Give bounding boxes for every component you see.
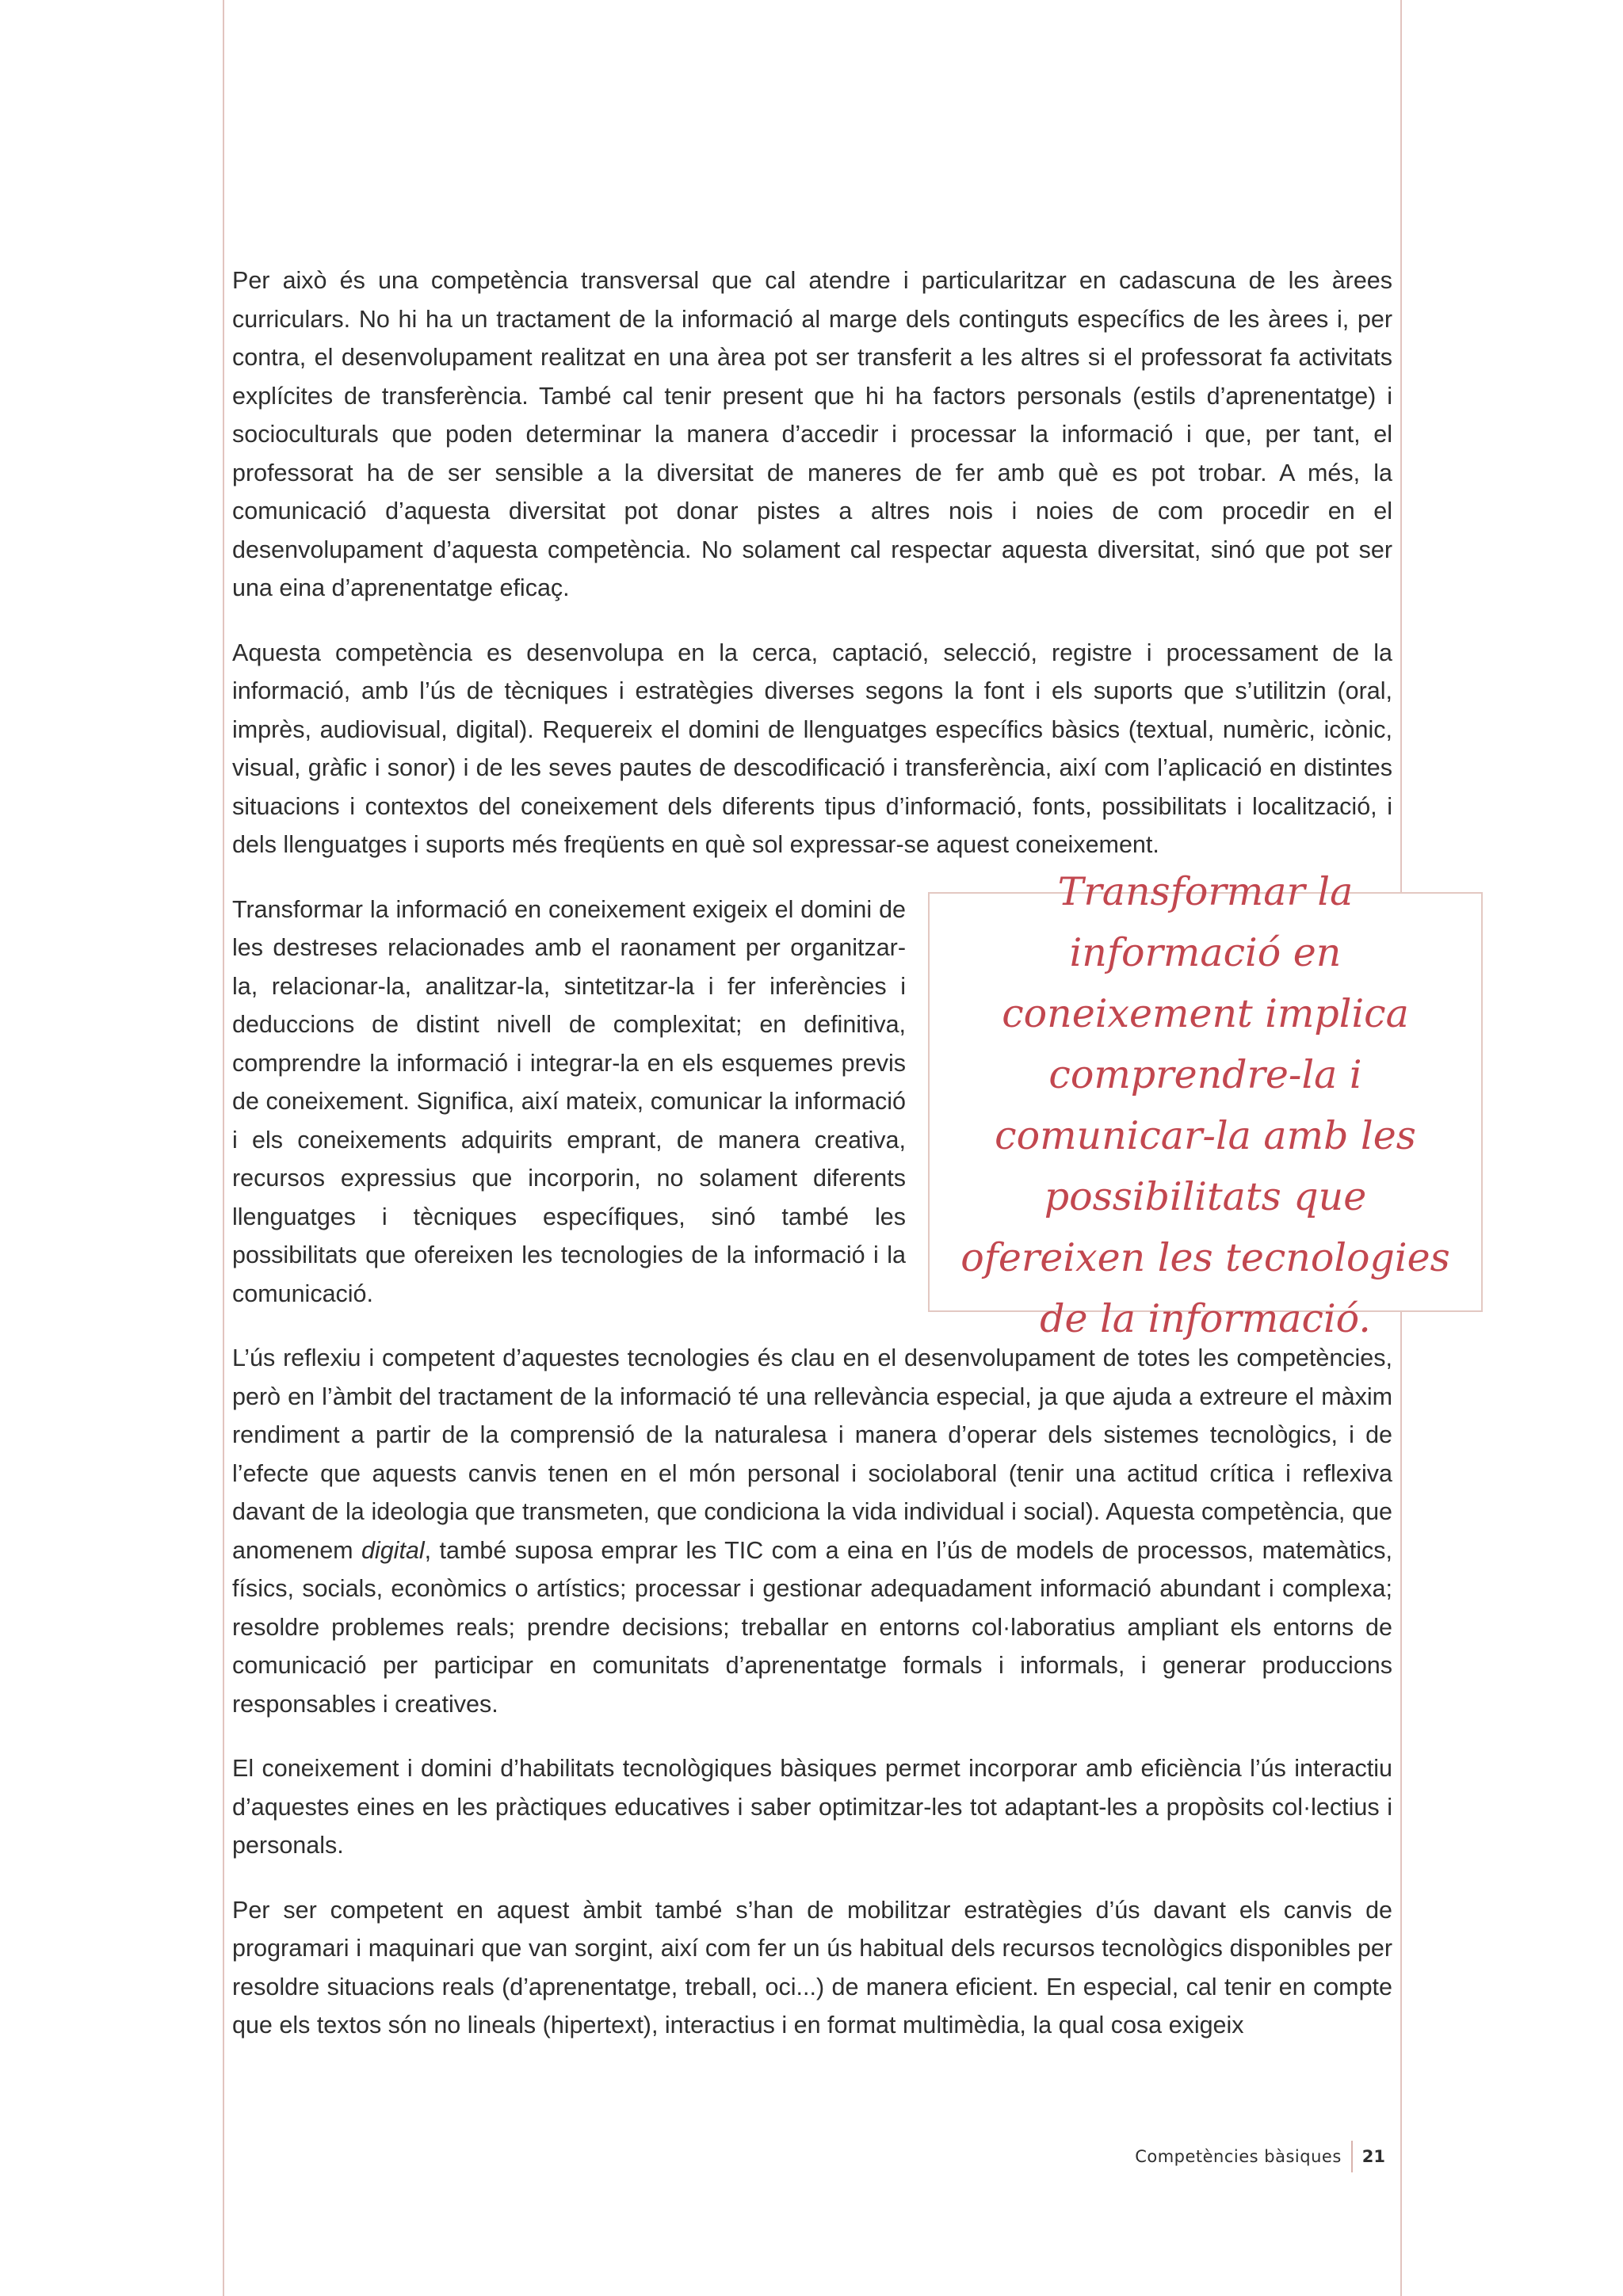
body-text	[232, 261, 1450, 2071]
paragraph-4	[232, 1339, 1392, 1723]
paragraph-3-text: Transformar la informació en coneixement exigeix el domini de les destreses relacionades amb el raonament per organitzar-la, relacionar-la, analitzar-la, sintetitzar-la i fer inferències i deduccions de distint nivell de complexitat; en definitiva, comprendre la informació i integrar-la en els esquemes previs de coneixement. Significa, així mateix, comunicar la informació i els coneixements adquirits emprant, de manera creativa, recursos expressius que incorporin, no solament diferents llenguatges i tècniques específiques, sinó també les possibilitats que ofereixen les tecnologies de la informació i la comunicació.	[232, 895, 906, 1307]
footer-divider	[1351, 2141, 1353, 2172]
footer-section-title: Competències bàsiques	[1135, 2147, 1342, 2166]
paragraph-4-after: , també suposa emprar les TIC com a eina en l’ús de models de processos, matemàtics, físics, socials, econòmics o artístics; processar i gestionar adequadament informació abundant i complexa; resoldre problemes reals; prendre decisions; treballar en entorns col·laboratius ampliant els entorns de comunicació per participar en comunitats d’aprenentatge formals i informals, i generar produccions responsables i creatives.	[232, 1536, 1392, 1718]
paragraph-4-emphasis: digital	[361, 1536, 425, 1564]
paragraph-5: El coneixement i domini d’habilitats tecnològiques bàsiques permet incorporar amb eficiència l’ús interactiu d’aquestes eines en les pràctiques educatives i saber optimitzar-les tot adaptant-les a propòsits col·lectius i personals.	[232, 1755, 1392, 1859]
page-number: 21	[1361, 2147, 1385, 2166]
pullquote-box	[928, 868, 1483, 1341]
paragraph-4-before: L’ús reflexiu i competent d’aquestes tecnologies és clau en el desenvolupament de totes les competències, però en l’àmbit del tractament de la informació té una rellevància especial, ja que ajuda a extreure el màxim rendiment a partir de la comprensió de la naturalesa i manera d’operar dels sistemes tecnològics, i de l’efecte que aquests canvis tenen en el món personal i sociolaboral (tenir una actitud crítica i reflexiva davant de la ideologia que transmeten, que condiciona la vida individual i social). Aquesta competència, que anomenem	[232, 1344, 1392, 1564]
paragraph-6: Per ser competent en aquest àmbit també s’han de mobilitzar estratègies d’ús davant els canvis de programari i maquinari que van sorgint, així com fer un ús habitual dels recursos tecnològics disponibles per resoldre situacions reals (d’aprenentatge, treball, oci...) de manera eficient. En especial, cal tenir en compte que els textos són no lineals (hipertext), interactius i en format multimèdia, la qual cosa exigeix	[232, 1896, 1392, 2039]
page-footer	[1135, 2141, 1385, 2172]
paragraph-3	[232, 868, 1450, 1341]
paragraph-2: Aquesta competència es desenvolupa en la cerca, captació, selecció, registre i processament de la informació, amb l’ús de tècniques i estratègies diverses segons la font i els suports que s’utilitzin (oral, imprès, audiovisual, digital). Requereix el domini de llenguatges específics bàsics (textual, numèric, icònic, visual, gràfic i sonor) i de les seves pautes de descodificació i transferència, així com l’aplicació en distintes situacions i contextos del coneixement dels diferents tipus d’informació, fonts, possibilitats i localització, i dels llenguatges i suports més freqüents en què sol expressar-se aquest coneixement.	[232, 639, 1392, 858]
left-margin-rule	[223, 0, 224, 2296]
pullquote-text: Transformar la informació en coneixement implica comprendre-la i comunicar-la amb les possibilitats que ofereixen les tecnologies de la informació.	[960, 868, 1450, 1341]
paragraph-1: Per això és una competència transversal que cal atendre i particularitzar en cadascuna de les àrees curriculars. No hi ha un tractament de la informació al marge dels continguts específics de les àrees i, per contra, el desenvolupament realitzat en una àrea pot ser transferit a les altres si el professorat fa activitats explícites de transferència. També cal tenir present que hi ha factors personals (estils d’aprenentatge) i socioculturals que poden determinar la manera d’accedir i processar la informació i que, per tant, el professorat ha de ser sensible a la diversitat de maneres de fer amb què es pot trobar. A més, la comunicació d’aquesta diversitat pot donar pistes a altres nois i noies de com procedir en el desenvolupament d’aquesta competència. No solament cal respectar aquesta diversitat, sinó que pot ser una eina d’aprenentatge eficaç.	[232, 267, 1392, 601]
